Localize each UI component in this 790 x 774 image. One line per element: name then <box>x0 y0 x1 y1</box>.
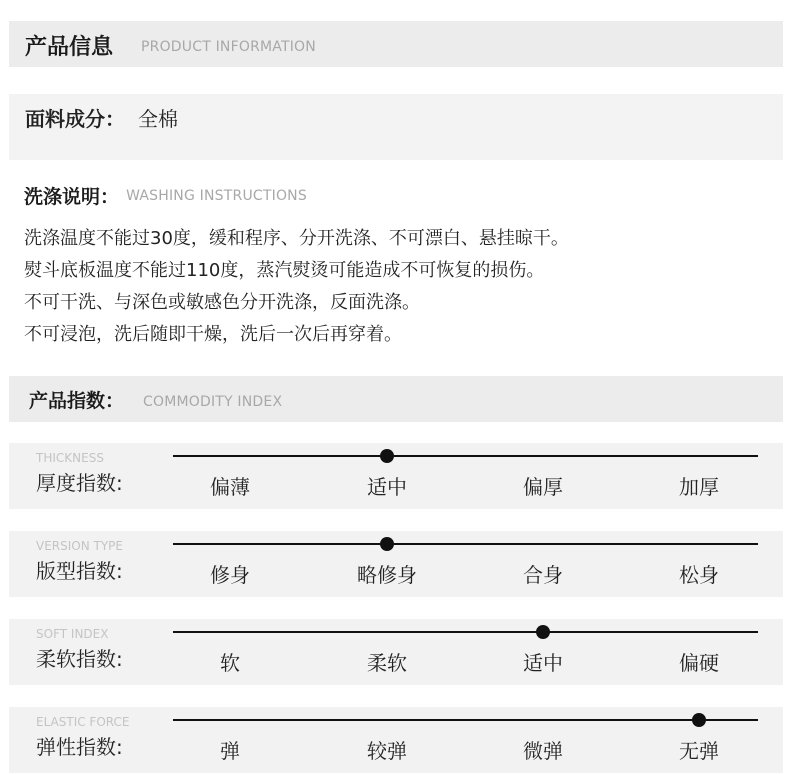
index-marker-dot <box>380 537 394 551</box>
commodity-index-subtitle: COMMODITY INDEX <box>143 394 283 410</box>
washing-line: 熨斗底板温度不能过110度，蒸汽熨烫可能造成不可恢复的损伤。 <box>24 260 545 281</box>
index-option: 微弹 <box>523 739 563 763</box>
fabric-composition <box>9 94 783 160</box>
index-label-zh: 厚度指数: <box>36 471 123 495</box>
product-info-title: 产品信息 <box>25 35 114 60</box>
index-label-zh: 弹性指数: <box>36 735 123 759</box>
index-marker-dot <box>380 449 394 463</box>
index-option: 适中 <box>367 475 407 499</box>
index-scale-line <box>173 455 758 457</box>
fabric-value: 全棉 <box>138 107 178 131</box>
index-label-en: ELASTIC FORCE <box>36 715 130 729</box>
index-option: 加厚 <box>679 475 719 499</box>
commodity-index-title: 产品指数： <box>29 390 125 412</box>
product-info-subtitle: PRODUCT INFORMATION <box>141 39 316 55</box>
index-label-en: VERSION TYPE <box>36 539 123 553</box>
index-option: 略修身 <box>357 563 417 587</box>
index-option: 偏硬 <box>679 651 719 675</box>
index-label-zh: 柔软指数: <box>36 647 123 671</box>
version-type-index-row <box>9 531 783 597</box>
fabric-label: 面料成分： <box>25 107 125 131</box>
index-label-en: SOFT INDEX <box>36 627 109 641</box>
index-option: 偏薄 <box>210 475 250 499</box>
index-label-en: THICKNESS <box>36 451 104 465</box>
index-option: 松身 <box>679 563 719 587</box>
washing-line: 洗涤温度不能过30度，缓和程序、分开洗涤、不可漂白、悬挂晾干。 <box>24 228 569 249</box>
washing-line: 不可浸泡，洗后随即干燥，洗后一次后再穿着。 <box>24 324 402 345</box>
washing-subtitle: WASHING INSTRUCTIONS <box>126 187 307 204</box>
index-marker-dot <box>536 625 550 639</box>
index-scale-line <box>173 543 758 545</box>
washing-title: 洗涤说明： <box>24 186 120 208</box>
index-option: 软 <box>220 651 240 675</box>
elastic-force-index-row <box>9 707 783 773</box>
index-option: 修身 <box>210 563 250 587</box>
index-scale-line <box>173 631 758 633</box>
index-label-zh: 版型指数: <box>36 559 123 583</box>
index-option: 柔软 <box>367 651 407 675</box>
index-scale-line <box>173 719 758 721</box>
product-info-header <box>9 21 783 67</box>
index-option: 无弹 <box>679 739 719 763</box>
washing-line: 不可干洗、与深色或敏感色分开洗涤，反面洗涤。 <box>24 292 420 313</box>
index-option: 偏厚 <box>523 475 563 499</box>
index-option: 较弹 <box>367 739 407 763</box>
index-option: 合身 <box>523 563 563 587</box>
soft-index-row <box>9 619 783 685</box>
washing-instructions-header <box>24 182 307 209</box>
index-option: 适中 <box>523 651 563 675</box>
index-marker-dot <box>692 713 706 727</box>
index-option: 弹 <box>220 739 240 763</box>
commodity-index-header <box>9 376 783 422</box>
thickness-index-row <box>9 443 783 509</box>
